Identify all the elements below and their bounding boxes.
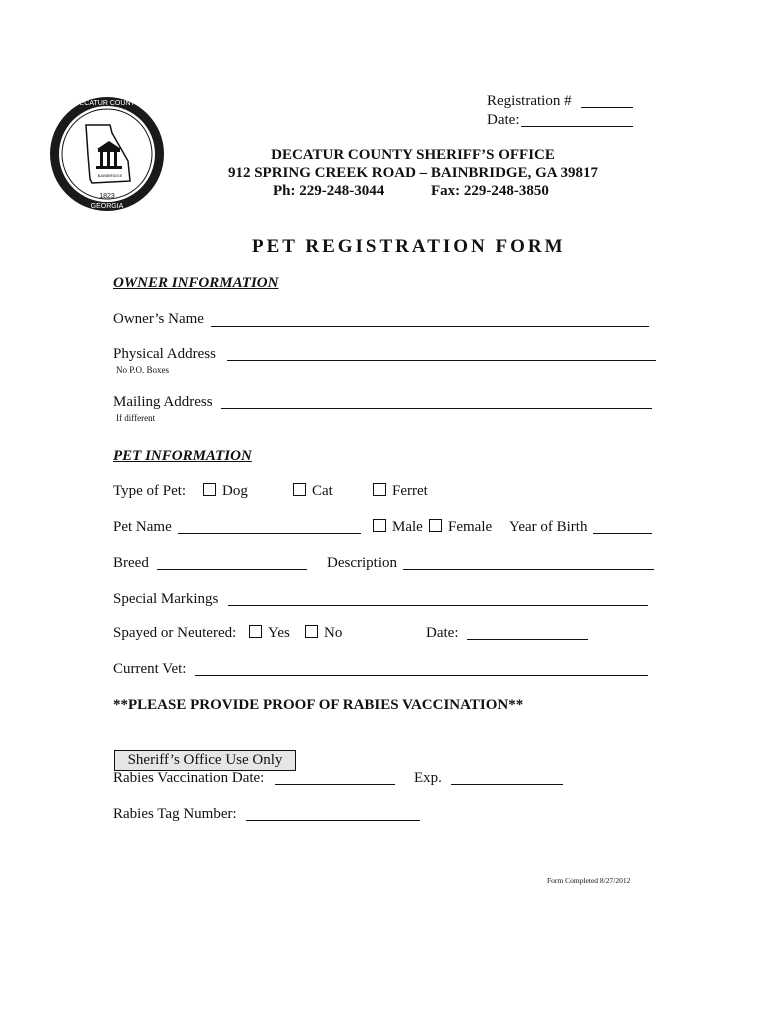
office-phone: Ph: 229-248-3044 (273, 183, 385, 199)
registration-field[interactable] (581, 107, 633, 108)
owner-section-title: OWNER INFORMATION (113, 275, 279, 291)
male-checkbox[interactable] (373, 519, 386, 532)
exp-field[interactable] (451, 784, 563, 785)
yes-label: Yes (268, 625, 290, 641)
sex-male[interactable] (373, 519, 423, 536)
physical-address-note: No P.O. Boxes (116, 365, 170, 375)
breed-label: Breed (113, 555, 149, 571)
form-title: PET REGISTRATION FORM (252, 236, 566, 257)
breed-field[interactable] (157, 569, 307, 570)
seal-top-text: DECATUR COUNTY (74, 100, 140, 107)
owner-name-label: Owner’s Name (113, 311, 204, 327)
dog-label: Dog (222, 483, 248, 499)
date-label: Date: (487, 112, 520, 128)
registration-label: Registration # (487, 93, 572, 109)
spayed-yes[interactable] (249, 625, 290, 642)
spayed-no[interactable] (305, 625, 342, 642)
pet-type-cat[interactable] (293, 483, 333, 500)
pet-type-dog[interactable] (203, 483, 248, 500)
ferret-label: Ferret (392, 483, 428, 499)
form-completed-footer: Form Completed 8/27/2012 (547, 876, 631, 885)
pet-name-field[interactable] (178, 533, 361, 534)
mailing-address-note: If different (116, 413, 156, 423)
physical-address-field[interactable] (227, 360, 656, 361)
no-checkbox[interactable] (305, 625, 318, 638)
male-label: Male (392, 519, 423, 535)
current-vet-label: Current Vet: (113, 661, 187, 677)
pet-section-title: PET INFORMATION (113, 448, 252, 464)
office-fax: Fax: 229-248-3850 (431, 183, 549, 199)
no-label: No (324, 625, 343, 641)
office-use-box: Sheriff’s Office Use Only (114, 750, 296, 771)
cat-checkbox[interactable] (293, 483, 306, 496)
special-markings-field[interactable] (228, 605, 648, 606)
vaccination-date-label: Rabies Vaccination Date: (113, 770, 265, 786)
special-markings-label: Special Markings (113, 591, 219, 607)
pet-type-label: Type of Pet: (113, 483, 187, 499)
birth-year-field[interactable] (593, 533, 652, 534)
current-vet-field[interactable] (195, 675, 648, 676)
tag-number-field[interactable] (246, 820, 420, 821)
spayed-date-label: Date: (426, 625, 459, 641)
ferret-checkbox[interactable] (373, 483, 386, 496)
owner-name-field[interactable] (211, 326, 649, 327)
physical-address-label: Physical Address (113, 346, 216, 362)
tag-number-label: Rabies Tag Number: (113, 806, 237, 822)
pet-name-label: Pet Name (113, 519, 172, 535)
yes-checkbox[interactable] (249, 625, 262, 638)
seal-city: BAINBRIDGE (97, 173, 123, 178)
female-checkbox[interactable] (429, 519, 442, 532)
cat-label: Cat (312, 483, 333, 499)
dog-checkbox[interactable] (203, 483, 216, 496)
exp-label: Exp. (414, 770, 442, 786)
pet-type-ferret[interactable] (373, 483, 428, 500)
vaccination-date-field[interactable] (275, 784, 395, 785)
mailing-address-field[interactable] (221, 408, 652, 409)
date-field[interactable] (521, 126, 633, 127)
seal-year: 1823 (99, 193, 115, 200)
description-label: Description (327, 555, 397, 571)
seal-bottom-text: GEORGIA (90, 203, 124, 210)
office-address: 912 SPRING CREEK ROAD – BAINBRIDGE, GA 39817 (227, 165, 599, 181)
spayed-date-field[interactable] (467, 639, 588, 640)
rabies-notice: **PLEASE PROVIDE PROOF OF RABIES VACCINATION** (113, 697, 524, 713)
spayed-label: Spayed or Neutered: (113, 625, 237, 641)
birth-year-label: Year of Birth (509, 519, 588, 535)
description-field[interactable] (403, 569, 654, 570)
mailing-address-label: Mailing Address (113, 394, 213, 410)
female-label: Female (448, 519, 493, 535)
sex-female[interactable] (429, 519, 492, 536)
office-name: DECATUR COUNTY SHERIFF’S OFFICE (271, 147, 555, 163)
